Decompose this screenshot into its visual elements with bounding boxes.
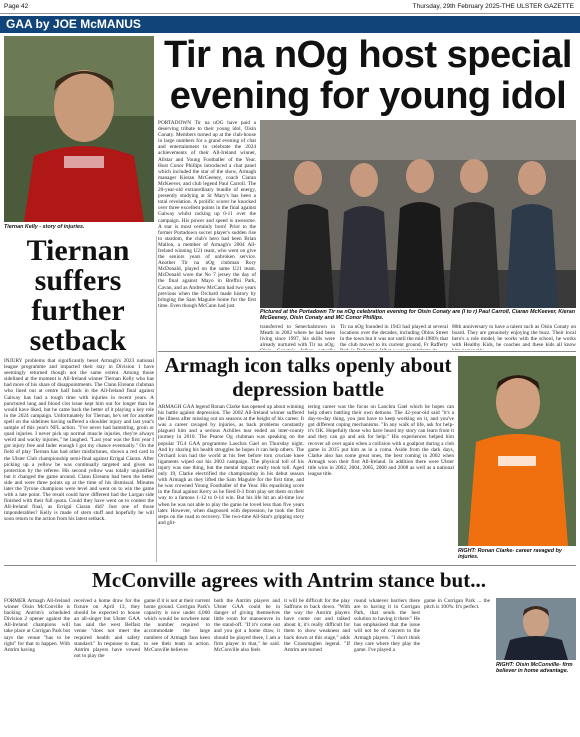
mcconville-headline: McConville agrees with Antrim stance but...	[92, 568, 486, 592]
tiernan-kelly-photo	[4, 36, 154, 222]
tiernan-headline: Tiernan suffers further setback	[26, 234, 130, 357]
mcconville-caption: RIGHT: Oisin McConville- firm believer in home advantage.	[496, 662, 573, 675]
section-divider	[4, 565, 576, 566]
dateline: Thursday, 29th February 2025-THE ULSTER GAZETTE	[412, 3, 574, 10]
mcconville-story-col3: game if it is not at their current home ground. Corrigan Park's capacity is now under 4,000 which would be nowhere near the number required to accommodate the large numbers of Armagh fans keen to see their team in action. McConville believes	[144, 598, 210, 653]
page-number: Page 42	[4, 3, 29, 10]
oisin-mcconville-photo	[496, 598, 576, 660]
mcconville-story-col7: game in Corrigan Park ... the pitch is 100%. It's perfect.	[424, 598, 490, 611]
column-divider	[156, 236, 157, 562]
armagh-story-col1: ARMAGH GAA legend Ronan Clarke has opened up about winning his battle against depression. The 2002 All-Ireland winner suffered the illness after missing out on seasons at the height of his career. It was a career ravaged by injuries, as back problems constantly plagued him and a serious Achilles tear ended an inter-county journey in 2010. The Pearse Og clubman was speaking on the popular TG4 GAA programme Laochra Gael on Thursday night. And by sharing his health struggles he hopes it can help others. The Orchard icon had the world at his feet before torn cruciate knee ligaments wiped out his 2003 campaign. The physical toll of his injury was one thing, but the mental impact really took toll. Aged only 19, Clarke electrified the championship in his debut season with Armagh as they lifted the Sam Maguire for the first time, and he was crowned Young Footballer of the Year. His equalising score in the final against Kerry as he fired 0-3 from play set them on their way to a famous 1-12 to 0-14 win. But his life hit an all-time low when he was not able to play the game he loved less than five years later. However, when diagnosed with depression, he took the first steps on the road to recovery. The two-time All-Star's gripping story and glit-	[158, 404, 304, 526]
mcconville-story-col4: both the Antrim players and Ulster GAA could be in danger of giving themselves little room for manoeuvre in the stand-off. "If it's come out and you got a home draw, it should be played there, I am a firm player in that," he said. McConville also feels	[214, 598, 280, 653]
main-story-col4: 80th anniversary to have a talent such as Oisin Conaty on board. They are genuinely enjoying the buzz. Their local hero's a role model, he works with the school, he works with Healthy Kids, he coaches and these kids all know	[452, 324, 576, 349]
tiernan-photo-caption: Tiernan Kelly - story of injuries.	[4, 224, 85, 230]
armagh-story-col2: tering career was the focus on Laochra Gael which he hopes can help others battling their own demons. The 42-year-old said "it's a day-to-day thing, you just have to keep working on it, and you've got different coping mechanisms. "In any walk of life, ask for help- it's OK. Hopefully those who have heard my story can learn from it and they can go and ask for help." His experiences helped him recover all over again when a collision with a goalpost during a club game in 2015 put him as in a coma. Aside from the dark days, Clarke also has some great ones, the best coming in 2002 when Armagh won their first All-Ireland. In addition there were Ulster title wins in 2002, 2004, 2005, 2006 and 2008 as well as a national league title.	[308, 404, 454, 478]
page-header	[0, 0, 580, 14]
ronan-clarke-photo	[458, 356, 576, 546]
group-photo	[260, 120, 576, 308]
section-divider	[158, 351, 576, 352]
mcconville-story-col1: FORMER Armagh All-Ireland winner Oisin McConville is backing Antrim's scheduled Division 2 opener against the All-Ireland champions will take place at Corrigan Park but says the venue "has to be right" for that to happen. With Antrim having	[4, 598, 70, 653]
armagh-headline: Armagh icon talks openly about depression battle	[164, 353, 452, 401]
mcconville-story-col6: round whatever barriers there are to having it in Corrigan Park, that sends the best solution to having it there." He has emphasised that the issue will not be of concern to the Armagh players. "I don't think they care where they play the game. I've played a	[354, 598, 420, 653]
tiernan-story-body: INJURY problems that significantly beset Armagh's 2023 national league programme and impacted their stay in Division 1 have seemingly returned though not the same extent. Among those sidelined at the moment is All-Ireland winner Tiernan Kelly who has had more of his share of disappointments. The Clann Eireann clubman who lined out at centre half back in the All-Ireland final against Galway has had a tough time with injuries in recent years. A punctured lung and blood clot issue kept him out for longer than he would have liked, but he came back the better of it playing a key role in the 2024 campaign. Unfortunately for Tiernan, he's set for another spell on the sidelines having suffered a shoulder injury and last year's sample of this year's NFL action. "I've never had hamstring, groin or quad injuries. I never pick up normal muscle injuries, they're always weird and wacky injuries," he laughed. "Last year was the first year I got injury free and Inder enough I got my chance eventually." On the field of play Tiernan has had other misfortunes, shown a red card in the Ulster Club championship semi-final against Errigal Ciaran. After picking up a yellow he was continually targeted and given no protection by the referee. His second yellow was totally unjustified but it changed the game around. Clann Eireann had been the better side and were three points up at the time of his dismissal. Minutes later the Tyrone champions were level and went on to win the game with a late point. The result could have different had the Lurgan side finished with their full quota. Could they have went on to contest the All-Ireland final, as Errigal Ciaran did? Just one of those imponderables? Kelly is made of stern stuff and hopefully he will soon return to the action from his latest setback.	[4, 358, 154, 523]
main-story-col3: Tir na nOg founded in 1943 had played at several locations over the decades, including Obins Street in the town but it was not until the mid-1980's that the club moved to its current ground, Fr Rafferty	[340, 324, 448, 349]
group-photo-caption: Pictured at the Portadown Tir na nOg celebration evening for Oisin Conaty are (l to r) Paul Carroll, Ciaran McKeever, Kieran McGeeney, Oisin Conaty and MC Conor Phillips.	[260, 309, 576, 322]
mcconville-story-col5: it will be difficult for the play Saffrons to back down. "With the way the Antrim players have come out and talked about it, it's really difficult for them to show weakness and back down at this stage," adds the Crossmaglen legend. "If Antrim are turned	[284, 598, 350, 653]
main-story-col1: PORTADOWN Tir na nOG have paid a deserving tribute to their young idol, Oisin Conaty. Members turned up at the club-house in large numbers for a grand evening of chat and entertainment to celebrate the 2024 achievements of their All-Ireland winner, Allstar and Young Footballer of the Year. Host Conor Phillips introduced a chat panel which included the star of the show, Armagh manager Kieran McGeeney, coach Ciaran McKeever, and club legend Paul Carroll. The 20-year-old extraordinary bundle of energy, presently studying at St Mary's has been a total revelation. A prolific scorer he knocked over three excellent points in the final against Galway whilst racking up 0-11 over the campaign. His power and speed is awesome. A star is most certainly born! Prior to the former Portadown soccer player's sudden rise to stardom, the club's hero had been Brian Mallon, a member of Armagh's 2004 All-Ireland winning U21 team, who went on give the seniors years of unbroken service. Another Tir na nOg clubman Rory McDonald, played on the same U21 team. McDonald wore the No 7 jersey the day of the final against Mayo in Breffni Park, Cavan, and as Andrew McCann had two years previous when the Orchard made history by bringing the Sam Maguire home for the first time. Even though McCann had just	[158, 120, 256, 309]
mcconville-story-col2: received a home draw for the fixture on April 13, they should be expected to house an all-singer but Ulster GAA has said the west Belfast venue "does not meet the required health and safety standard." In response to that, Antrim players have vowed not to play the	[74, 598, 140, 659]
main-headline: Tir na nOg host special evening for young idol	[163, 34, 572, 117]
section-banner: GAA by JOE McMANUS	[0, 16, 580, 33]
main-story-col2: transferred to Senechalstown in Meath in 2002 where he had been living since 1997, his skills were already nurtured with Tir na nOg.	[260, 324, 335, 349]
ronan-clarke-caption: RIGHT: Ronan Clarke- career ravaged by injuries.	[458, 548, 562, 561]
